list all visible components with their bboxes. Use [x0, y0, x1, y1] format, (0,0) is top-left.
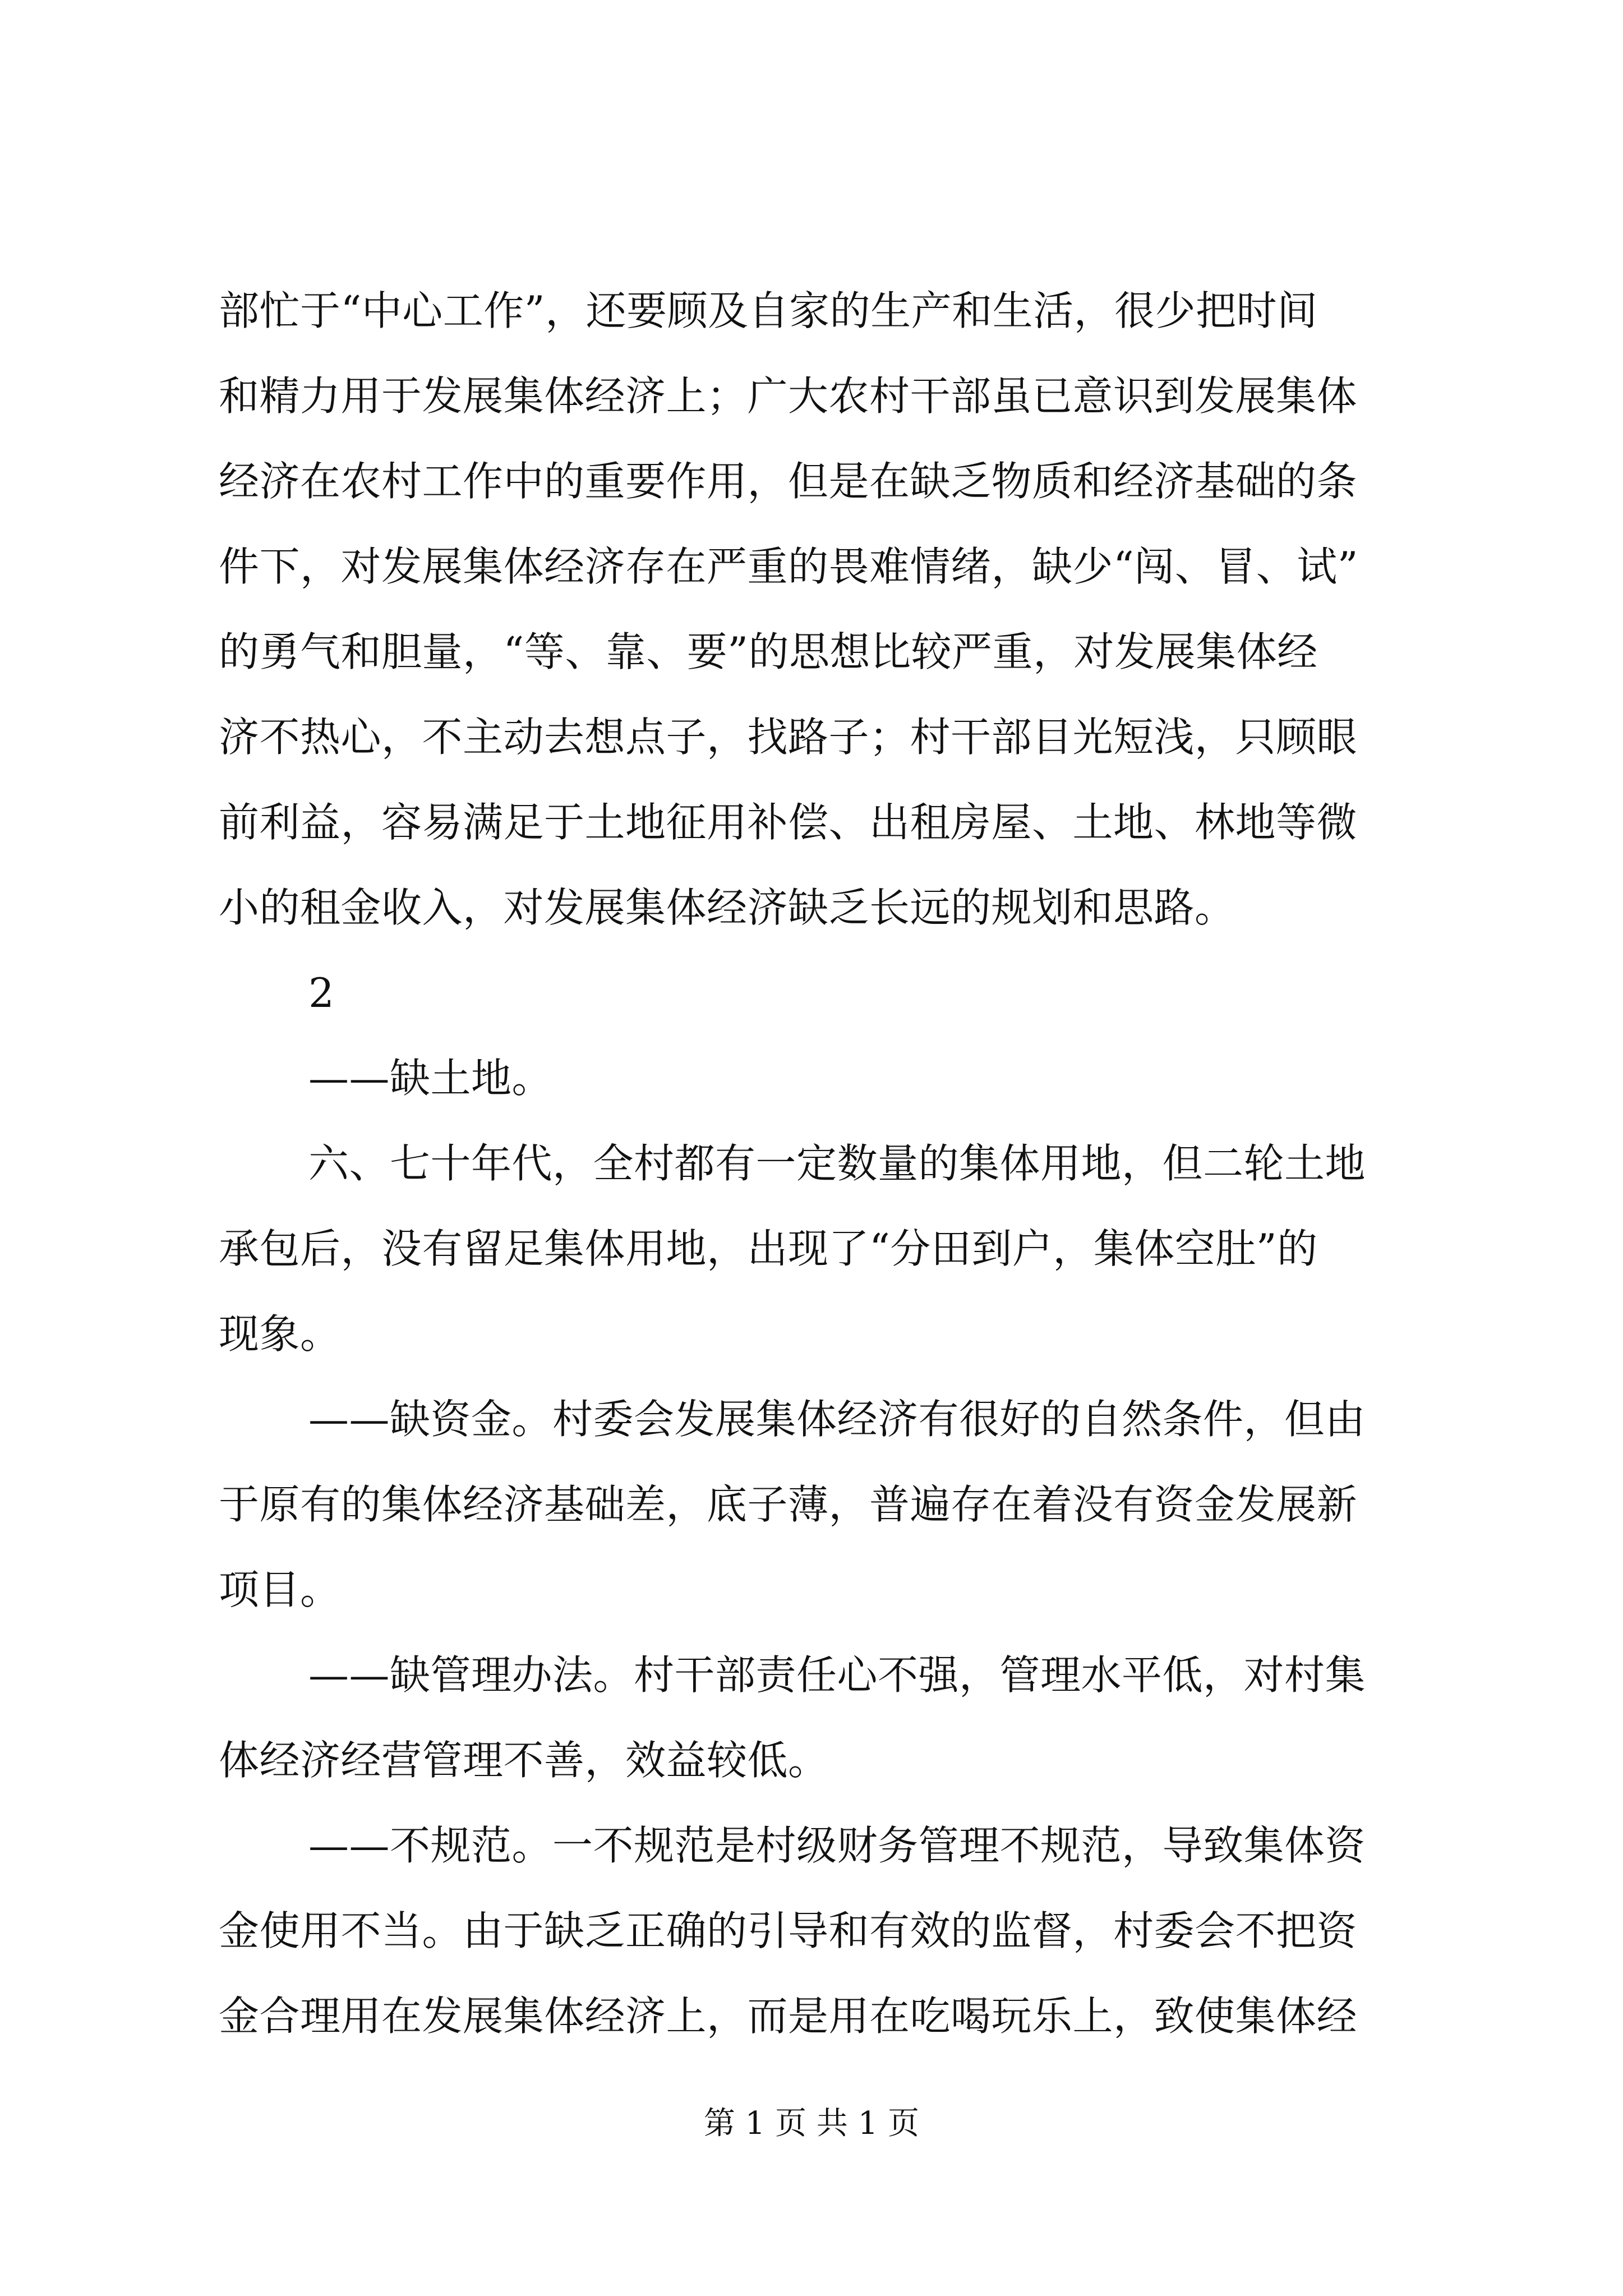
text-line: 件下，对发展集体经济存在严重的畏难情绪，缺少“闯、冒、试” — [219, 543, 1359, 590]
text-line: 经济在农村工作中的重要作用，但是在缺乏物质和经济基础的条 — [219, 458, 1358, 505]
text-line: ——缺管理办法。村干部责任心不强，管理水平低，对村集 — [308, 1651, 1366, 1699]
text-line: 金使用不当。由于缺乏正确的引导和有效的监督，村委会不把资 — [219, 1907, 1358, 1954]
text-line: 小的租金收入，对发展集体经济缺乏长远的规划和思路。 — [219, 884, 1235, 931]
text-line: 于原有的集体经济基础差，底子薄，普遍存在着没有资金发展新 — [219, 1481, 1358, 1528]
text-line: 六、七十年代，全村都有一定数量的集体用地，但二轮土地 — [308, 1140, 1366, 1187]
text-line: 和精力用于发展集体经济上；广大农村干部虽已意识到发展集体 — [219, 372, 1358, 420]
text-line: 现象。 — [219, 1310, 341, 1358]
text-line: ——不规范。一不规范是村级财务管理不规范，导致集体资 — [308, 1822, 1366, 1869]
text-line: 项目。 — [219, 1566, 341, 1613]
text-line: 的勇气和胆量，“等、靠、要”的思想比较严重，对发展集体经 — [219, 628, 1318, 675]
text-line: ——缺土地。 — [308, 1055, 553, 1102]
page-footer: 第 1 页 共 1 页 — [703, 2105, 920, 2142]
document-body — [219, 268, 1441, 2059]
text-line: ——缺资金。村委会发展集体经济有很好的自然条件，但由 — [308, 1396, 1366, 1443]
text-line: 济不热心，不主动去想点子，找路子；村干部目光短浅，只顾眼 — [219, 714, 1358, 761]
text-line: 前利益，容易满足于土地征用补偿、出租房屋、土地、林地等微 — [219, 799, 1358, 846]
text-line: 体经济经营管理不善，效益较低。 — [219, 1737, 829, 1784]
text-line: 部忙于“中心工作”，还要顾及自家的生产和生活，很少把时间 — [219, 287, 1318, 334]
text-line: 2 — [308, 969, 335, 1016]
text-line: 承包后，没有留足集体用地，出现了“分田到户，集体空肚”的 — [219, 1225, 1318, 1272]
text-line: 金合理用在发展集体经济上，而是用在吃喝玩乐上，致使集体经 — [219, 1993, 1358, 2040]
